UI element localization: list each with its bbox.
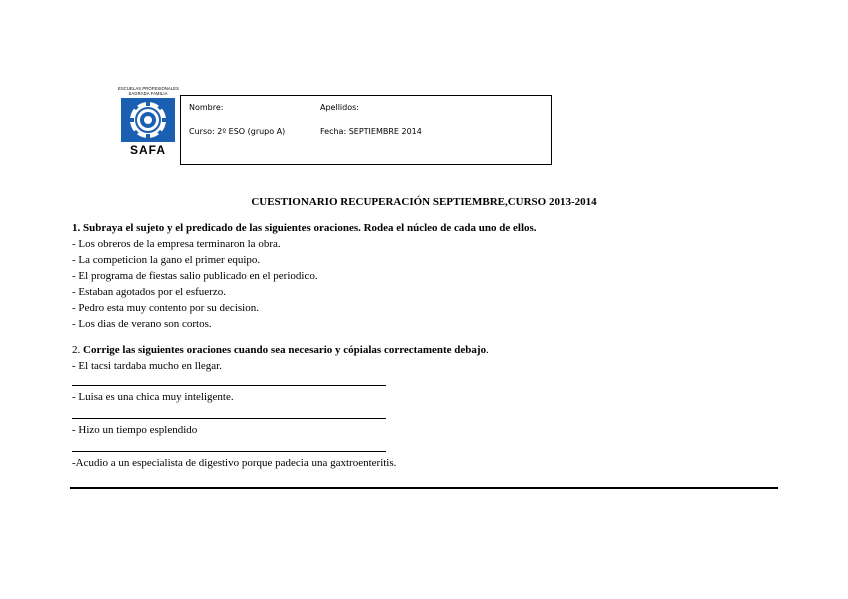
apellidos-label: Apellidos: bbox=[320, 103, 359, 112]
logo-name: SAFA bbox=[129, 143, 166, 157]
bottom-divider bbox=[70, 487, 778, 489]
question-2-item: - El tacsi tardaba mucho en llegar. bbox=[72, 360, 222, 372]
logo-top-text-1: ESCUELAS PROFESIONALES bbox=[118, 86, 180, 91]
question-1-item: - Pedro esta muy contento por su decision. bbox=[72, 302, 259, 314]
question-1-item: - Estaban agotados por el esfuerzo. bbox=[72, 286, 226, 298]
page-title: CUESTIONARIO RECUPERACIÓN SEPTIEMBRE,CURSO 2013-2014 bbox=[251, 196, 597, 208]
question-2-text: Corrige las siguientes oraciones cuando sea necesario y cópialas correctamente debajo bbox=[83, 344, 487, 356]
nombre-label: Nombre: bbox=[189, 103, 224, 112]
question-1-item: - La competicion la gano el primer equipo. bbox=[72, 254, 261, 266]
fecha-text: Fecha: SEPTIEMBRE 2014 bbox=[320, 127, 422, 136]
question-1-heading: 1. Subraya el sujeto y el predicado de las siguientes oraciones. Rodea el núcleo de cada uno de ellos. bbox=[72, 222, 537, 234]
answer-line bbox=[72, 418, 386, 419]
question-2-item: - Luisa es una chica muy inteligente. bbox=[72, 391, 234, 403]
question-1-item: - El programa de fiestas salio publicado en el periodico. bbox=[72, 270, 318, 282]
answer-line bbox=[72, 451, 386, 452]
question-2-item: - Hizo un tiempo esplendido bbox=[72, 424, 198, 436]
question-1-item: - Los obreros de la empresa terminaron la obra. bbox=[72, 238, 281, 250]
answer-line bbox=[72, 385, 386, 386]
question-2-heading bbox=[72, 344, 489, 357]
safa-logo bbox=[118, 87, 178, 157]
logo-top-text-2: SAGRADA FAMILIA bbox=[128, 90, 168, 96]
curso-text: Curso: 2º ESO (grupo A) bbox=[189, 127, 286, 136]
safa-emblem-icon bbox=[121, 98, 175, 142]
question-2-period: . bbox=[486, 344, 489, 356]
question-1-item: - Los dias de verano son cortos. bbox=[72, 318, 212, 330]
question-2-number: 2. bbox=[72, 344, 81, 356]
question-2-item: -Acudio a un especialista de digestivo porque padecia una gaxtroenteritis. bbox=[72, 457, 397, 469]
student-info-box bbox=[180, 95, 552, 165]
